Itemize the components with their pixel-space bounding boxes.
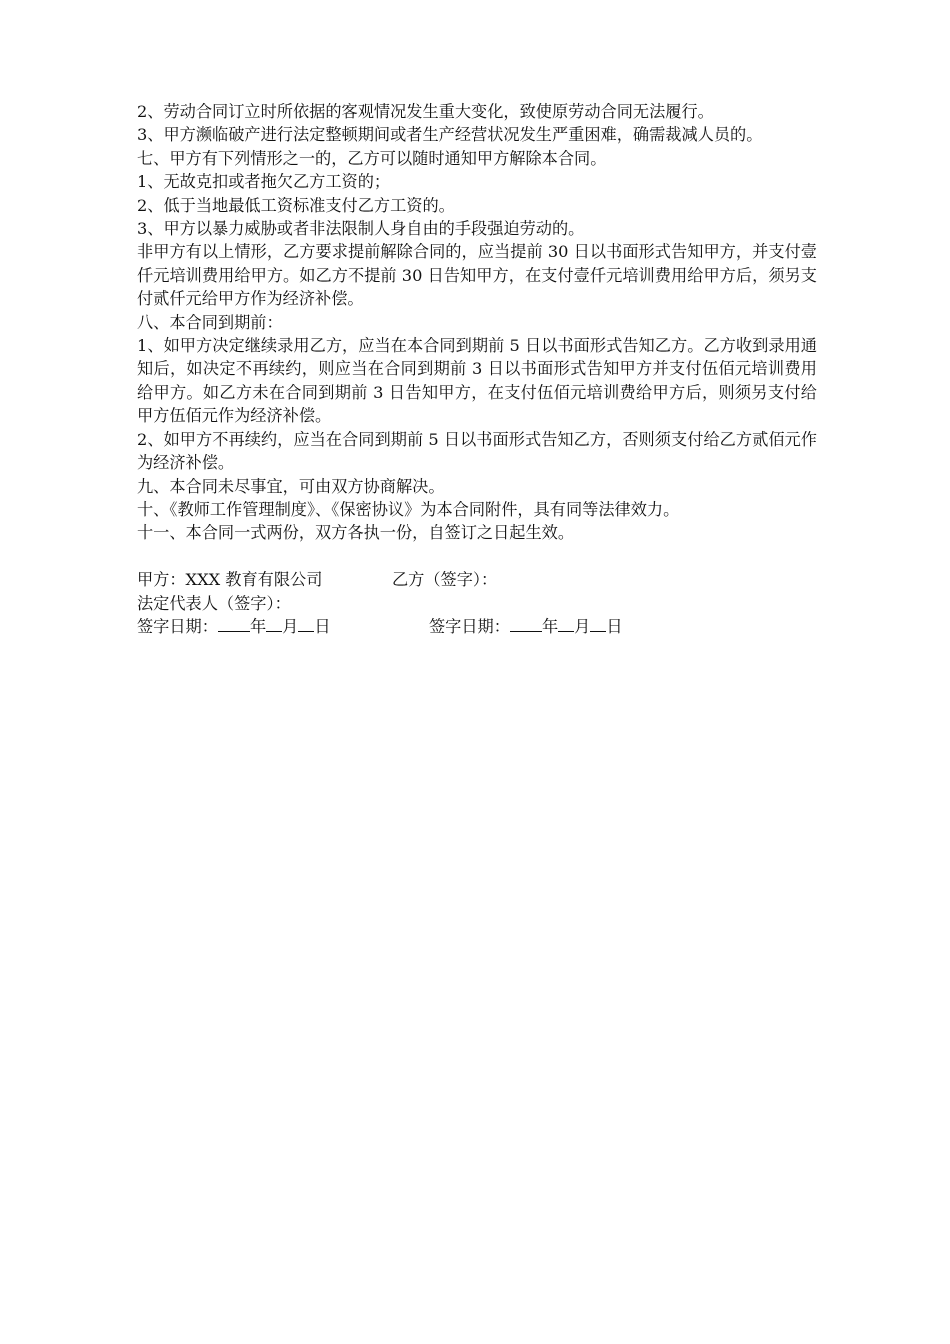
legal-rep-signature-label: 法定代表人（签字）： — [137, 593, 291, 613]
year-label: 年 — [249, 616, 267, 636]
clause-7-item-1: 1、无故克扣或者拖欠乙方工资的； — [137, 172, 391, 192]
clause-8-heading: 八、本合同到期前： — [137, 312, 283, 332]
clause-6-item-2: 2、劳动合同订立时所依据的客观情况发生重大变化，致使原劳动合同无法履行。 — [137, 102, 714, 121]
month-label: 月 — [574, 616, 591, 636]
year-label: 年 — [541, 616, 559, 636]
clause-7-item-3: 3、甲方以暴力威胁或者非法限制人身自由的手段强迫劳动的。 — [137, 219, 585, 239]
date-label: 签字日期： — [429, 616, 510, 636]
year-blank — [218, 616, 250, 632]
clause-11: 十一、本合同一式两份，双方各执一份，自签订之日起生效。 — [137, 523, 575, 543]
date-label: 签字日期： — [137, 616, 218, 636]
month-blank — [558, 616, 574, 632]
legal-rep-line — [137, 592, 817, 615]
day-label: 日 — [606, 616, 623, 636]
month-label: 月 — [282, 616, 299, 636]
party-a-sign-date — [137, 617, 331, 636]
contract-body — [137, 100, 817, 638]
party-a-label: 甲方：XXX 教育有限公司 — [137, 570, 323, 590]
party-b-sign-date — [429, 615, 623, 638]
clause-10: 十、《教师工作管理制度》、《保密协议》为本合同附件，具有同等法律效力。 — [137, 499, 680, 519]
signature-parties-line — [137, 568, 817, 591]
year-blank — [510, 616, 542, 632]
clause-6-item-3: 3、甲方濒临破产进行法定整顿期间或者生产经营状况发生严重困难，确需裁减人员的。 — [137, 125, 763, 145]
clause-7-item-2: 2、低于当地最低工资标准支付乙方工资的。 — [137, 195, 455, 215]
day-blank — [590, 616, 606, 632]
clause-7-heading: 七、甲方有下列情形之一的，乙方可以随时通知甲方解除本合同。 — [137, 148, 607, 168]
clause-8-item-1: 1、如甲方决定继续录用乙方，应当在本合同到期前 5 日以书面形式告知乙方。乙方收到录用通知后，如决定不再续约，则应当在合同到期前 3 日以书面形式告知甲方并支付伍佰元培训费用给甲方。如乙方未在合同到期前 3 日告知甲方，在支付伍佰元培训费给甲方后，则须另支付给甲方伍佰元作为经济补偿。 — [137, 336, 817, 426]
party-b-signature-label: 乙方（签字）： — [392, 570, 498, 590]
clause-7-resignation-note: 非甲方有以上情形，乙方要求提前解除合同的，应当提前 30 日以书面形式告知甲方，并支付壹仟元培训费用给甲方。如乙方不提前 30 日告知甲方，在支付壹仟元培训费用给甲方后，须另支付贰仟元给甲方作为经济补偿。 — [137, 242, 817, 309]
day-label: 日 — [314, 616, 331, 636]
day-blank — [298, 616, 314, 632]
month-blank — [266, 616, 282, 632]
signature-date-line — [137, 615, 817, 638]
blank-line — [137, 545, 817, 568]
clause-8-item-2: 2、如甲方不再续约，应当在合同到期前 5 日以书面形式告知乙方，否则须支付给乙方贰佰元作为经济补偿。 — [137, 429, 817, 473]
clause-9: 九、本合同未尽事宜，可由双方协商解决。 — [137, 476, 445, 496]
